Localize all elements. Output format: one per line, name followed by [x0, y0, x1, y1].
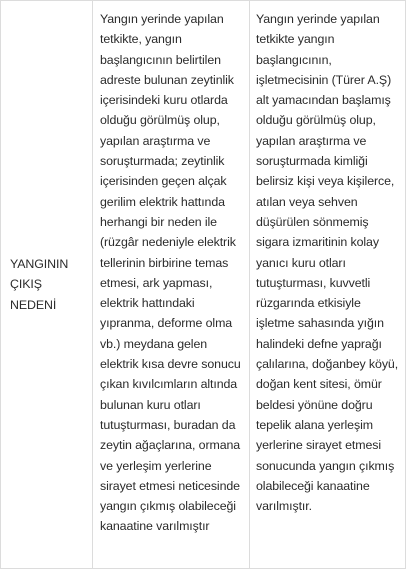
column-a-text: Yangın yerinde yapılan tetkikte, yangın başlangıcının belirtilen adreste bulunan zeytinlik içerisindeki kuru otlarda olduğu görülmüş olup, yapılan araştırma ve soruşturmada; zeytinlik içerisinden geçen alçak gerilim elektrik hattında herhangi bir neden ile (rüzgâr nedeniyle elektrik tellerinin birbirine temas etmesi, ark yapması, elektrik hattındaki yıpranma, deforme olma vb.) meydana gelen elektrik kısa devre sonucu çıkan kıvılcımların altında bulunan kuru otları tutuşturması, buradan da zeytin ağaçlarına, ormana ve yerleşim yerlerine sirayet etmesi neticesinde yangın çıkmış olabileceği kanaatine varılmıştır: [100, 12, 241, 534]
row-label: YANGININ ÇIKIŞ NEDENİ: [10, 256, 69, 312]
column-b-cell: [250, 1, 406, 569]
table-row: [1, 1, 406, 569]
row-label-cell: [1, 1, 93, 569]
column-a-cell: [93, 1, 250, 569]
column-b-text: Yangın yerinde yapılan tetkikte yangın başlangıcının, işletmecisinin (Türer A.Ş) alt yamacından başlamış olduğu görülmüş olup, yapılan araştırma ve soruşturmada kimliği belirsiz kişi veya kişilerce, atılan veya sehven düşürülen sönmemiş sigara izmaritinin kolay yanıcı kuru otları tutuşturması, kuvvetli rüzgarında etkisiyle işletme sahasında yığın halindeki defne yaprağı çalılarına, doğanbey köyü, doğan kent sitesi, ömür beldesi yönüne doğru tepelik alana yerleşim yerlerine sirayet etmesi sonucunda yangın çıkmış olabileceği kanaatine varılmıştır.: [256, 12, 399, 514]
